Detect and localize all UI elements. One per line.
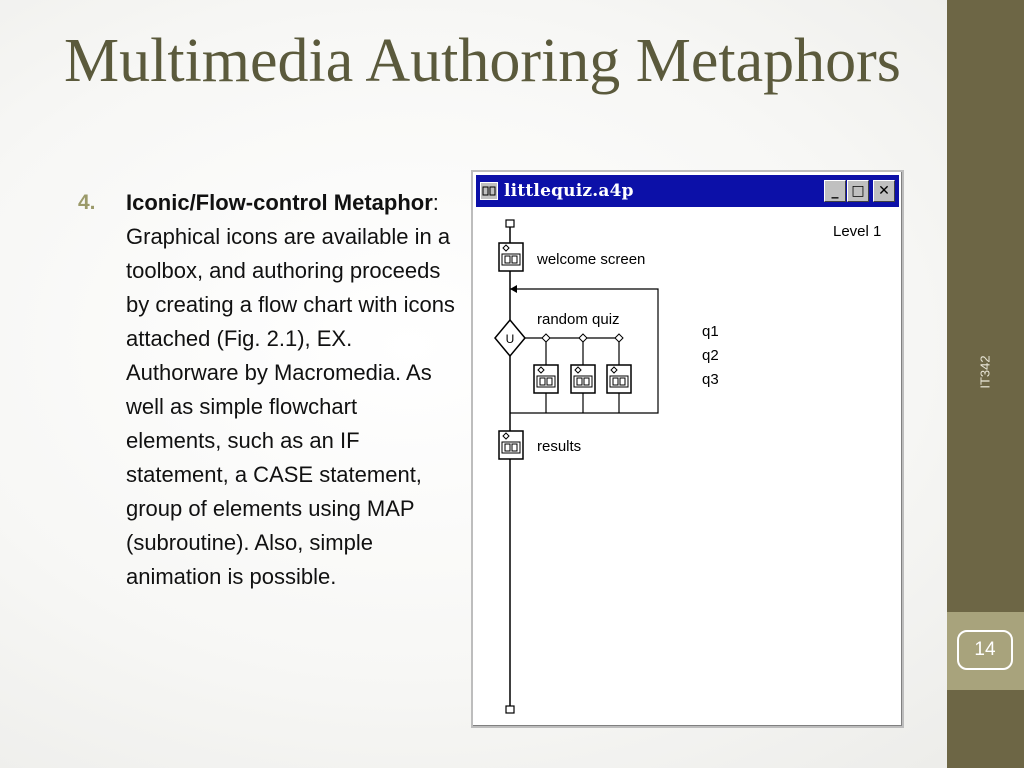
display-icon-q2[interactable] — [571, 365, 595, 393]
decision-glyph: U — [505, 332, 515, 346]
minimize-button[interactable]: _ — [824, 180, 846, 202]
authorware-window — [471, 170, 904, 728]
loop-arrow — [510, 285, 517, 293]
close-button[interactable]: ✕ — [873, 180, 895, 202]
bullet-text — [126, 186, 456, 594]
display-icon-results[interactable] — [499, 431, 523, 459]
node-label-results: results — [537, 438, 582, 455]
start-marker — [506, 220, 514, 227]
end-marker — [506, 706, 514, 713]
display-icon-q3[interactable] — [607, 365, 631, 393]
loop-line — [510, 289, 658, 413]
display-icon-welcome[interactable] — [499, 243, 523, 271]
node-label-random-quiz: random quiz — [537, 311, 620, 328]
branch-label-q1: q1 — [702, 323, 719, 340]
bullet-number: 4. — [78, 191, 96, 214]
flowchart-canvas — [473, 172, 902, 726]
bullet-bold-term: Iconic/Flow-control Metaphor — [126, 190, 433, 215]
bullet-body: : Graphical icons are available in a toolbox, and authoring proceeds by creating a flow chart with icons attached (Fig. 2.1), EX. Authorware by Macromedia. As well as simple flowchart elements, such as an IF statement, a CASE statement, group of elements using MAP (subroutine). Also, simple animation is possible. — [126, 190, 455, 589]
page-number-box — [947, 612, 1024, 690]
maximize-button[interactable]: □ — [847, 180, 869, 202]
branch-marker-3 — [615, 334, 623, 342]
window-title: littlequiz.a4p — [504, 181, 634, 201]
display-icon-q1[interactable] — [534, 365, 558, 393]
sidebar — [947, 0, 1024, 768]
branch-marker-1 — [542, 334, 550, 342]
decision-icon[interactable] — [495, 320, 525, 356]
page-number: 14 — [957, 630, 1013, 670]
branch-marker-2 — [579, 334, 587, 342]
course-label: IT342 — [977, 355, 993, 389]
branch-label-q3: q3 — [702, 371, 719, 388]
slide-title: Multimedia Authoring Metaphors — [64, 27, 901, 95]
level-label: Level 1 — [833, 223, 882, 240]
node-label-welcome: welcome screen — [537, 251, 646, 268]
branch-label-q2: q2 — [702, 347, 719, 364]
